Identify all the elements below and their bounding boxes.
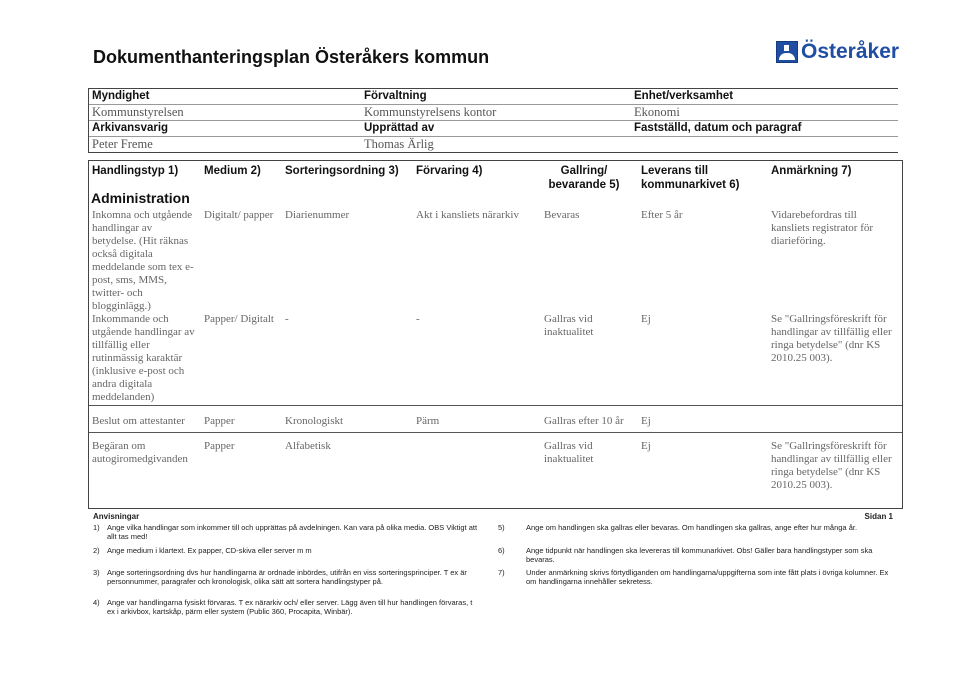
footnote-number: 5)	[498, 523, 505, 532]
row3-handlingstyp: Beslut om attestanter	[92, 415, 185, 427]
row3-gallring: Gallras efter 10 år	[544, 415, 624, 427]
arkivansvarig-value: Peter Freme	[92, 137, 153, 151]
myndighet-label: Myndighet	[92, 90, 150, 102]
row1-handlingstyp: Inkomna och utgående handlingar av betydelse. (Hit räknas också digitala meddelande som tex e-post, sms, MMS, twitter- och blogginlägg.)	[92, 209, 194, 312]
row3-leverans: Ej	[641, 415, 651, 427]
gallring-header-line-2: bevarande 5)	[548, 179, 620, 191]
footnote-2	[93, 546, 478, 555]
footnote-1	[93, 523, 478, 541]
row2-gallring: Gallras vid inaktualitet	[544, 313, 594, 338]
row1-gallring: Bevaras	[544, 209, 580, 221]
footnote-number: 3)	[93, 568, 100, 577]
footnote-6	[498, 546, 893, 564]
myndighet-value: Kommunstyrelsen	[92, 105, 184, 119]
gallring-header-line-1: Gallring/	[560, 165, 608, 177]
page-number: Sidan 1	[864, 512, 893, 521]
footnote-text: Under anmärkning skrivs förtydliganden om handlingarna/uppgifterna som inte fått plats i övriga kolumner. Ex om handlingarna innehåller sekretess.	[526, 568, 889, 586]
forvaltning-label: Förvaltning	[364, 90, 427, 102]
upprattad-label: Upprättad av	[364, 122, 435, 134]
column-header-medium: Medium 2)	[204, 165, 261, 177]
row4-sortering: Alfabetisk	[285, 440, 331, 452]
footnote-number: 1)	[93, 523, 100, 532]
column-header-forvaring: Förvaring 4)	[416, 165, 483, 177]
row2-medium: Papper/ Digitalt	[204, 313, 274, 325]
row2-leverans: Ej	[641, 313, 651, 325]
row3-forvaring: Pärm	[416, 415, 440, 427]
row2-forvaring: -	[416, 313, 420, 325]
row1-leverans: Efter 5 år	[641, 209, 683, 221]
footnote-5	[498, 523, 893, 532]
faststalld-label: Fastställd, datum och paragraf	[634, 122, 802, 134]
instructions-title: Anvisningar	[93, 512, 140, 521]
row-divider	[89, 405, 902, 406]
enhet-value: Ekonomi	[634, 105, 680, 119]
document-plan-table	[88, 160, 903, 509]
footnote-number: 6)	[498, 546, 505, 555]
footnote-text: Ange om handlingen ska gallras eller bevaras. Om handlingen ska gallras, ange efter hur många år.	[526, 523, 858, 532]
row2-handlingstyp: Inkommande och utgående handlingar av tillfällig eller rutinmässig karaktär (inklusive e-post och andra digitala meddelanden)	[92, 313, 195, 403]
row-divider	[89, 432, 902, 433]
row1-sortering: Diarienummer	[285, 209, 350, 221]
leverans-header-line-1: Leverans till	[641, 165, 709, 177]
footnote-4	[93, 598, 478, 616]
column-header-anmarkning: Anmärkning 7)	[771, 165, 852, 177]
enhet-label: Enhet/verksamhet	[634, 90, 734, 102]
row2-sortering: -	[285, 313, 289, 325]
column-header-leverans	[641, 164, 739, 192]
logo-text: Österåker	[801, 40, 900, 63]
footnote-text: Ange var handlingarna fysiskt förvaras. T ex närarkiv och/ eller server. Lägg även till hur handlingen förvaras, t ex i arkivbox, kartskåp, pärm eller system (Public 360, Procapita, Winbär).	[107, 598, 473, 616]
row4-medium: Papper	[204, 440, 235, 452]
column-header-gallring	[529, 164, 639, 192]
plan-header	[88, 88, 898, 153]
footnote-number: 2)	[93, 546, 100, 555]
forvaltning-value: Kommunstyrelsens kontor	[364, 105, 497, 119]
footnote-number: 7)	[498, 568, 505, 577]
footnote-7	[498, 568, 893, 586]
row4-leverans: Ej	[641, 440, 651, 452]
column-header-handlingstyp: Handlingstyp 1)	[92, 165, 179, 177]
footnote-number: 4)	[93, 598, 100, 607]
row1-forvaring: Akt i kansliets närarkiv	[416, 209, 519, 221]
osteraker-logo	[776, 40, 899, 64]
footnote-text: Ange tidpunkt när handlingen ska levereras till kommunarkivet. Obs! Gäller bara handlingstyper som ska bevaras.	[526, 546, 873, 564]
footnote-3	[93, 568, 478, 586]
page-title: Dokumenthanteringsplan Österåkers kommun	[93, 47, 490, 67]
upprattad-value: Thomas Ärlig	[364, 137, 434, 151]
section-title: Administration	[91, 190, 190, 206]
footnote-text: Ange sorteringsordning dvs hur handlingarna är ordnade inbördes, utifrån en viss sorteringsprinciper. T ex är personnummer, paragrafer och kronologisk, olika sätt att sortera handlingstyper på.	[107, 568, 467, 586]
row4-handlingstyp: Begäran om autogiromedgivanden	[92, 440, 188, 465]
leverans-header-line-2: kommunarkivet 6)	[641, 179, 740, 191]
row1-medium: Digitalt/ papper	[204, 209, 274, 221]
row2-anmarkning: Se "Gallringsföreskrift för handlingar av tillfällig eller ringa betydelse" (dnr KS 2010.25 003).	[771, 313, 892, 364]
row1-anmarkning: Vidarebefordras till kansliets registrator för diarieföring.	[771, 209, 874, 247]
row3-medium: Papper	[204, 415, 235, 427]
column-header-sortering: Sorteringsordning 3)	[285, 165, 399, 177]
footnote-text: Ange medium i klartext. Ex papper, CD-skiva eller server m m	[107, 546, 312, 555]
municipality-emblem-icon	[776, 41, 798, 63]
footnote-text: Ange vilka handlingar som inkommer till och upprättas på avdelningen. Kan vara på olika media. OBS Viktigt att allt tas med!	[107, 523, 478, 541]
row3-sortering: Kronologiskt	[285, 415, 344, 427]
header-divider	[89, 136, 898, 137]
row4-anmarkning: Se "Gallringsföreskrift för handlingar av tillfällig eller ringa betydelse" (dnr KS 2010.25 003).	[771, 440, 892, 491]
arkivansvarig-label: Arkivansvarig	[92, 122, 169, 134]
row4-gallring: Gallras vid inaktualitet	[544, 440, 594, 465]
